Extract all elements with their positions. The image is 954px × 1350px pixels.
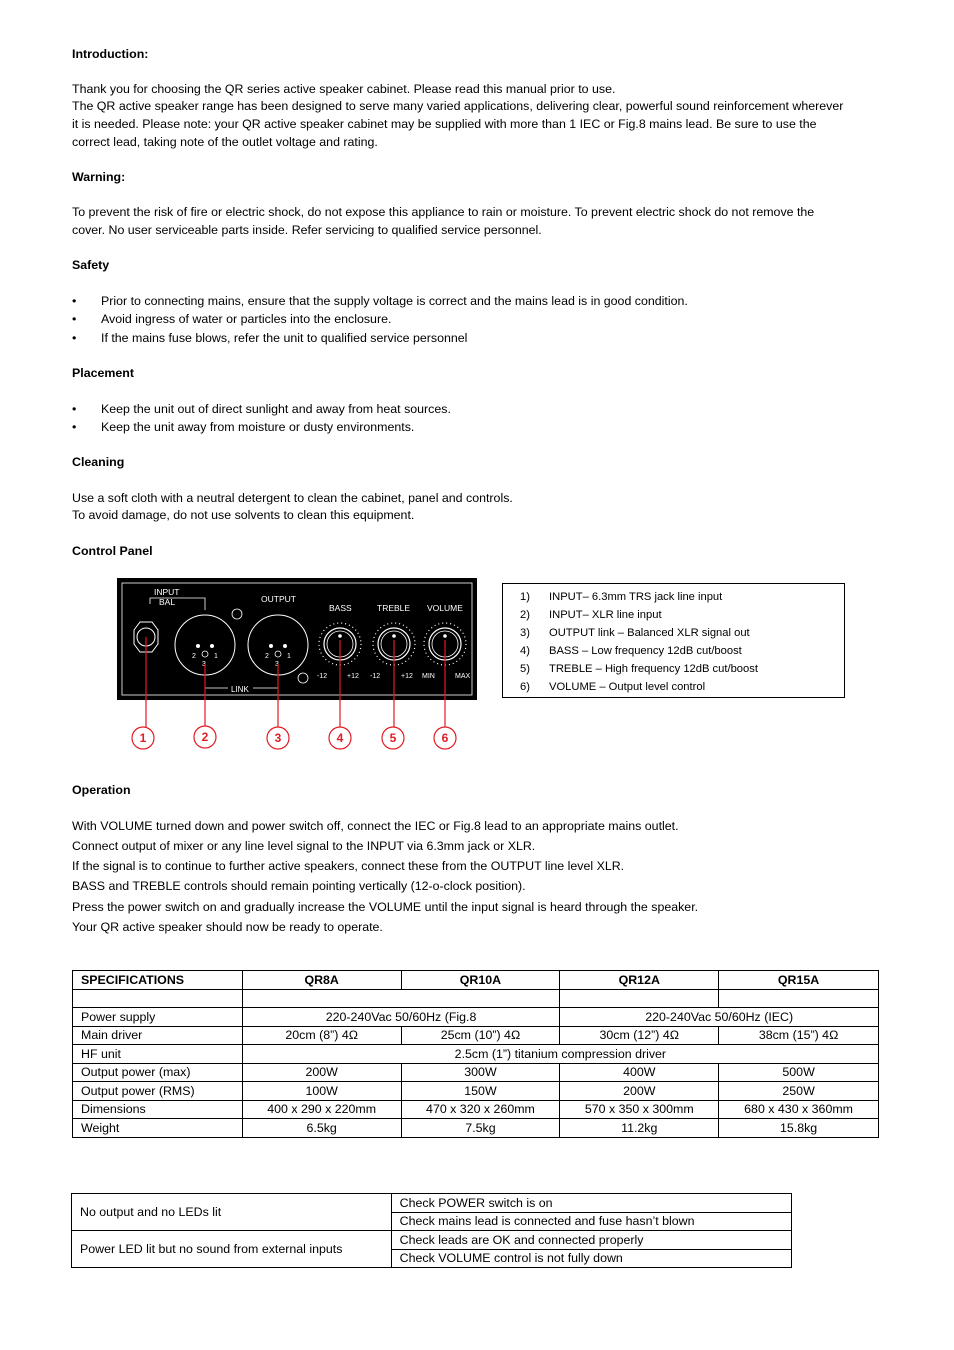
cleaning-line: Use a soft cloth with a neutral detergent to clean the cabinet, panel and controls. xyxy=(72,491,513,505)
panel-pin1: 1 xyxy=(214,653,218,660)
check-cell: Check leads are OK and connected properly xyxy=(391,1231,791,1250)
callout-6: 6 xyxy=(441,731,449,745)
control-panel-heading: Control Panel xyxy=(72,544,153,558)
panel-treble-min: -12 xyxy=(370,673,381,680)
legend-item: 3) OUTPUT link – Balanced XLR signal out xyxy=(520,627,750,639)
spec-header: SPECIFICATIONS xyxy=(73,971,243,990)
table-row xyxy=(72,1231,792,1250)
spec-value: 30cm (12”) 4Ω xyxy=(560,1026,719,1045)
panel-treble-max: +12 xyxy=(401,673,413,680)
table-row xyxy=(73,1045,879,1064)
legend-item: 4) BASS – Low frequency 12dB cut/boost xyxy=(520,645,742,657)
table-row xyxy=(73,1100,879,1119)
panel-bal-label: BAL xyxy=(159,597,176,607)
problem-cell: No output and no LEDs lit xyxy=(72,1194,392,1231)
troubleshooting-table xyxy=(71,1193,792,1268)
warning-heading: Warning: xyxy=(72,170,126,184)
panel-pin2: 2 xyxy=(265,653,269,660)
panel-bass-label: BASS xyxy=(329,603,352,613)
spec-value: 6.5kg xyxy=(242,1119,401,1138)
spec-label: Main driver xyxy=(73,1026,243,1045)
cleaning-line: To avoid damage, do not use solvents to clean this equipment. xyxy=(72,508,415,522)
panel-bass-min: -12 xyxy=(317,673,328,680)
table-row xyxy=(72,1194,792,1213)
spec-value: 11.2kg xyxy=(560,1119,719,1138)
table-row xyxy=(73,1008,879,1027)
spec-value: 500W xyxy=(719,1063,879,1082)
legend-item: 5) TREBLE – High frequency 12dB cut/boost xyxy=(520,663,758,675)
panel-treble-label: TREBLE xyxy=(377,603,411,613)
operation-line: Press the power switch on and gradually increase the VOLUME until the input signal is heard through the speaker. xyxy=(72,900,699,914)
control-panel-diagram xyxy=(110,574,490,756)
safety-bullet: • If the mains fuse blows, refer the unit to qualified service personnel xyxy=(72,331,468,345)
panel-pin3: 3 xyxy=(202,661,206,668)
placement-bullet: • Keep the unit away from moisture or dusty environments. xyxy=(72,420,415,434)
check-cell: Check POWER switch is on xyxy=(391,1194,791,1213)
legend-item: 2) INPUT– XLR line input xyxy=(520,609,662,621)
callout-4: 4 xyxy=(336,731,344,745)
spec-header: QR15A xyxy=(719,971,879,990)
panel-volume-label: VOLUME xyxy=(427,603,463,613)
spec-value: 470 x 320 x 260mm xyxy=(401,1100,560,1119)
table-row xyxy=(73,1063,879,1082)
safety-bullet: • Avoid ingress of water or particles into the enclosure. xyxy=(72,312,392,326)
spec-value: 15.8kg xyxy=(719,1119,879,1138)
legend-item: 1) INPUT– 6.3mm TRS jack line input xyxy=(520,591,723,603)
spec-value: 250W xyxy=(719,1082,879,1101)
intro-heading: Introduction: xyxy=(72,47,149,61)
spec-label: Output power (RMS) xyxy=(73,1082,243,1101)
table-row xyxy=(73,1119,879,1138)
control-legend xyxy=(502,583,845,698)
spec-value: 150W xyxy=(401,1082,560,1101)
safety-bullet: • Prior to connecting mains, ensure that the supply voltage is correct and the mains lead is in good condition. xyxy=(72,294,688,308)
operation-line: BASS and TREBLE controls should remain pointing vertically (12-o-clock position). xyxy=(72,879,526,893)
operation-line: With VOLUME turned down and power switch off, connect the IEC or Fig.8 lead to an appropriate mains outlet. xyxy=(72,819,679,833)
specifications-table xyxy=(72,970,879,1138)
operation-line: Connect output of mixer or any line level signal to the INPUT via 6.3mm jack or XLR. xyxy=(72,839,536,853)
panel-link-label: LINK xyxy=(231,685,249,694)
spec-label: Output power (max) xyxy=(73,1063,243,1082)
intro-line: Thank you for choosing the QR series active speaker cabinet. Please read this manual prior to use. xyxy=(72,82,616,96)
panel-pin2: 2 xyxy=(192,653,196,660)
spec-value: 7.5kg xyxy=(401,1119,560,1138)
problem-cell: Power LED lit but no sound from external inputs xyxy=(72,1231,392,1268)
cleaning-heading: Cleaning xyxy=(72,455,125,469)
spec-header: QR10A xyxy=(401,971,560,990)
panel-volume-max: MAX xyxy=(455,673,471,680)
intro-line: correct lead, taking note of the outlet voltage and rating. xyxy=(72,135,378,149)
spec-label: Power supply xyxy=(73,1008,243,1027)
panel-input-label: INPUT xyxy=(154,587,180,597)
spec-value: 220-240Vac 50/60Hz (Fig.8 xyxy=(242,1008,560,1027)
callout-2: 2 xyxy=(201,730,209,744)
warning-line: cover. No user serviceable parts inside. Refer servicing to qualified service personnel. xyxy=(72,223,542,237)
panel-pin3: 3 xyxy=(275,661,279,668)
spec-value: 200W xyxy=(560,1082,719,1101)
table-row xyxy=(73,1082,879,1101)
callout-5: 5 xyxy=(389,731,397,745)
spec-value: 200W xyxy=(242,1063,401,1082)
placement-bullet: • Keep the unit out of direct sunlight and away from heat sources. xyxy=(72,402,451,416)
spec-value: 680 x 430 x 360mm xyxy=(719,1100,879,1119)
intro-line: it is needed. Please note: your QR active speaker cabinet may be supplied with more than 1 IEC or Fig.8 mains lead. Be sure to use the xyxy=(72,117,817,131)
warning-line: To prevent the risk of fire or electric shock, do not expose this appliance to rain or moisture. To prevent electric shock do not remove the xyxy=(72,205,815,219)
spec-header: QR12A xyxy=(560,971,719,990)
spec-value: 570 x 350 x 300mm xyxy=(560,1100,719,1119)
table-row xyxy=(73,989,879,1008)
spec-value: 38cm (15”) 4Ω xyxy=(719,1026,879,1045)
spec-label: Weight xyxy=(73,1119,243,1138)
panel-pin1: 1 xyxy=(287,653,291,660)
callout-3: 3 xyxy=(274,731,282,745)
operation-line: Your QR active speaker should now be ready to operate. xyxy=(72,920,383,934)
callout-1: 1 xyxy=(139,731,147,745)
panel-bass-max: +12 xyxy=(347,673,359,680)
spec-value: 25cm (10”) 4Ω xyxy=(401,1026,560,1045)
panel-volume-min: MIN xyxy=(422,673,435,680)
operation-heading: Operation xyxy=(72,783,131,797)
placement-heading: Placement xyxy=(72,366,134,380)
spec-value: 400W xyxy=(560,1063,719,1082)
spec-header: QR8A xyxy=(242,971,401,990)
intro-line: The QR active speaker range has been designed to serve many varied applications, delivering clear, powerful sound reinforcement wherever xyxy=(72,99,844,113)
spec-value: 20cm (8”) 4Ω xyxy=(242,1026,401,1045)
spec-value: 400 x 290 x 220mm xyxy=(242,1100,401,1119)
check-cell: Check mains lead is connected and fuse hasn’t blown xyxy=(391,1212,791,1231)
table-row xyxy=(73,1026,879,1045)
legend-item: 6) VOLUME – Output level control xyxy=(520,681,706,693)
spec-label: Dimensions xyxy=(73,1100,243,1119)
spec-label: HF unit xyxy=(73,1045,243,1064)
safety-heading: Safety xyxy=(72,258,110,272)
panel-output-label: OUTPUT xyxy=(261,594,296,604)
spec-value: 100W xyxy=(242,1082,401,1101)
table-row xyxy=(73,971,879,990)
check-cell: Check VOLUME control is not fully down xyxy=(391,1249,791,1268)
spec-value: 300W xyxy=(401,1063,560,1082)
spec-value: 2.5cm (1”) titanium compression driver xyxy=(242,1045,878,1064)
spec-value: 220-240Vac 50/60Hz (IEC) xyxy=(560,1008,879,1027)
operation-line: If the signal is to continue to further active speakers, connect these from the OUTPUT line level XLR. xyxy=(72,859,625,873)
